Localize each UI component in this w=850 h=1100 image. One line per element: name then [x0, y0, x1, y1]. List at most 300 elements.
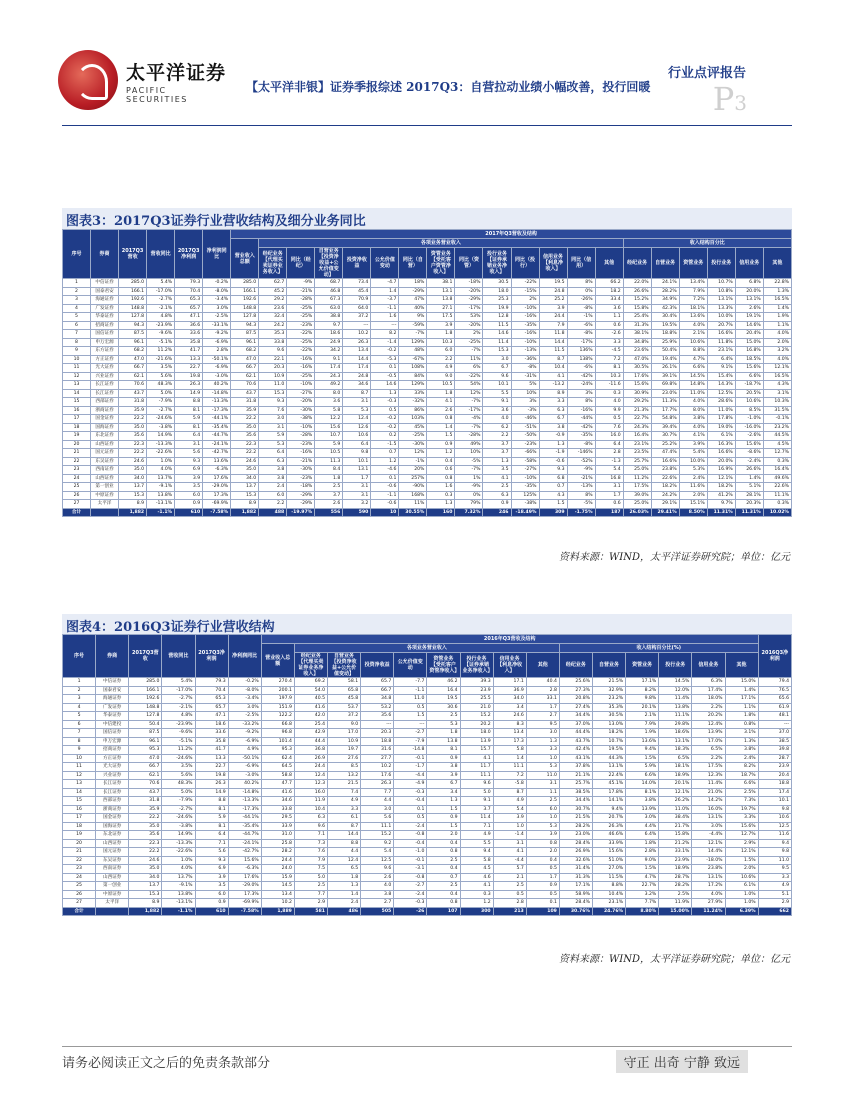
table-cell: 1.6 [427, 483, 455, 492]
table-cell: 4.0 [361, 882, 394, 891]
table-cell: -46% [511, 415, 539, 424]
table-cell: 24.8 [539, 287, 567, 296]
total-cell: 1,882 [129, 907, 162, 916]
table-cell: 20.2% [692, 712, 725, 721]
table-cell: 53.7 [328, 703, 361, 712]
table-cell: 7.7 [361, 788, 394, 797]
table-cell: 20.2 [460, 720, 493, 729]
table-cell: -2.4% [735, 457, 763, 466]
table-cell: 12.7% [763, 449, 791, 458]
table-cell: 17.6% [228, 873, 261, 882]
header-cell: 其他 [763, 248, 791, 279]
table-cell: 中信建投 [96, 720, 129, 729]
table-cell: 18.1% [679, 304, 707, 313]
table-cell: 12.1% [763, 364, 791, 373]
table-row [63, 814, 792, 823]
table-cell: 5 [63, 313, 91, 322]
table-cell: -35% [567, 432, 595, 441]
table-cell: 4.3 [539, 491, 567, 500]
table-cell: 1.4% [763, 304, 791, 313]
table-cell: 10 [63, 355, 91, 364]
table-cell: 10.3 [427, 338, 455, 347]
table-cell: 17.1% [626, 678, 659, 687]
table-cell: 1.7 [526, 873, 559, 882]
table-cell: 9.8 [343, 449, 371, 458]
table-cell: 25.4 [294, 720, 327, 729]
table-cell: 17.4% [692, 686, 725, 695]
table-row [63, 729, 792, 738]
table-cell: 6.1 [328, 814, 361, 823]
table-cell: 9.4% [626, 746, 659, 755]
table-row [63, 822, 792, 831]
table-cell: 0% [567, 287, 595, 296]
table-cell: 26.9 [294, 754, 327, 763]
table-cell: 3.0% [203, 304, 231, 313]
table-cell: 23.1% [707, 347, 735, 356]
table-cell: 32.6% [559, 856, 592, 865]
table-cell: -8% [567, 440, 595, 449]
total-cell: 30.55% [399, 508, 427, 517]
table-cell: 151.9 [261, 703, 294, 712]
table-cell: -58% [511, 457, 539, 466]
table-cell: --- [343, 321, 371, 330]
table-cell: 6.0 [427, 347, 455, 356]
table-cell: 7.2 [493, 771, 526, 780]
table-cell: 27.9% [692, 899, 725, 908]
table-cell: 5.7 [493, 865, 526, 874]
table-cell: 10.0% [707, 313, 735, 322]
table-cell: 4.4 [328, 848, 361, 857]
logo-english-name: PACIFIC SECURITIES [126, 86, 188, 104]
table-cell: 6.4 [175, 432, 203, 441]
table-cell: -1.9 [539, 449, 567, 458]
table-cell: 87.5 [119, 330, 147, 339]
band-header: 收入结构百分比(%) [559, 644, 758, 653]
table-cell: 65.7 [361, 678, 394, 687]
table-cell: -2.1% [162, 703, 195, 712]
table-cell: 长江证券 [96, 788, 129, 797]
table-cell: 8.5% [735, 406, 763, 415]
table-cell: -4.4% [692, 831, 725, 840]
table-cell: -18% [455, 279, 483, 288]
table-row [63, 330, 792, 339]
table-cell: 35.6 [119, 432, 147, 441]
table-cell: -4.9 [394, 780, 427, 789]
table-cell: 4.4% [626, 822, 659, 831]
table-cell: 19 [63, 432, 91, 441]
table-cell: 3.1 [259, 423, 287, 432]
table-cell: 3.0% [228, 703, 261, 712]
table-cell: 17.1% [559, 882, 592, 891]
table-cell: 32.9% [593, 686, 626, 695]
table-cell: 15.9 [261, 873, 294, 882]
table-cell: 14.4 [328, 831, 361, 840]
table-cell: 84% [399, 372, 427, 381]
table-cell: 11.4 [483, 338, 511, 347]
table-cell: 3% [567, 389, 595, 398]
table-cell: 2.4% [679, 474, 707, 483]
table-cell: 40.2% [203, 381, 231, 390]
table-cell: 5.4 [493, 805, 526, 814]
table-cell: 14.4 [539, 338, 567, 347]
table-cell: 68.2 [119, 347, 147, 356]
table-cell: 3.8 [427, 763, 460, 772]
table-cell: 8.1 [195, 822, 228, 831]
table-cell: 1.3% [725, 737, 758, 746]
table-cell: 3 [63, 695, 96, 704]
header-cell: 同比（经纪） [287, 248, 315, 279]
table-cell: 36.8 [294, 746, 327, 755]
table-cell: 20.7% [707, 321, 735, 330]
table-cell: 华泰证券 [91, 313, 119, 322]
table-cell: -9.1% [147, 483, 175, 492]
table-cell: 166.1 [119, 287, 147, 296]
table-row [63, 771, 792, 780]
table-cell: 13.1% [707, 296, 735, 305]
table-cell: 3.3 [526, 746, 559, 755]
table-cell: 11.4 [460, 814, 493, 823]
table-cell: 11.3% [651, 398, 679, 407]
table-cell: 14 [63, 788, 96, 797]
table-cell: 44.5% [763, 432, 791, 441]
table-cell: -51% [511, 423, 539, 432]
table-cell: 3.1 [493, 839, 526, 848]
table-cell: 21.0% [692, 788, 725, 797]
table-cell: 1.1% [763, 321, 791, 330]
table-cell: -6.9% [203, 364, 231, 373]
table-cell: -29% [399, 287, 427, 296]
table-cell: -9.6% [162, 729, 195, 738]
table-cell: 23.9 [460, 686, 493, 695]
table-cell: 21 [63, 449, 91, 458]
table-cell: 13.1% [659, 737, 692, 746]
table-cell: 86% [399, 406, 427, 415]
table-cell: 20 [63, 839, 96, 848]
table-cell: 13.8% [147, 491, 175, 500]
table-cell: 中原证券 [91, 491, 119, 500]
table-cell: 20.5% [735, 389, 763, 398]
table-cell: 海通证券 [91, 296, 119, 305]
header-cell: 同比（信用） [567, 248, 595, 279]
table-cell: 18.0 [460, 729, 493, 738]
table-cell: -2.6% [735, 432, 763, 441]
table-row [63, 831, 792, 840]
table-cell: 0.4 [427, 890, 460, 899]
table-cell: 13.1% [735, 296, 763, 305]
table-cell: 1% [455, 474, 483, 483]
table-cell: 3.1% [725, 729, 758, 738]
table-cell: 24.3% [623, 423, 651, 432]
table-cell: 国元证券 [96, 848, 129, 857]
table-cell: 25.0% [623, 500, 651, 509]
table-cell: 浙商证券 [91, 406, 119, 415]
table-cell: -13.3% [228, 797, 261, 806]
table-cell: 太平洋 [96, 899, 129, 908]
table-cell: 6.5% [659, 754, 692, 763]
table-cell: 34.9% [651, 296, 679, 305]
table-cell: -6.3% [203, 466, 231, 475]
table-cell: 13.8% [162, 890, 195, 899]
table-cell: -14.8% [203, 389, 231, 398]
table-cell: 12.4 [328, 856, 361, 865]
table-cell: 25.9% [651, 338, 679, 347]
table-cell: 94.3 [231, 321, 259, 330]
table-cell: 3.0% [692, 822, 725, 831]
table-cell: 58.1 [328, 678, 361, 687]
table-cell: 2.9% [725, 839, 758, 848]
table-cell: 62.1 [129, 771, 162, 780]
table-cell: 66.8 [261, 720, 294, 729]
table-cell: 4.1% [679, 432, 707, 441]
table-cell: -16.0% [735, 423, 763, 432]
table-cell: -2.7% [162, 695, 195, 704]
band-header: 收入结构百分比 [623, 239, 791, 248]
table-cell: 38.8 [315, 313, 343, 322]
table-cell: 45.1% [593, 780, 626, 789]
table-cell: 26.6% [623, 287, 651, 296]
table-cell: -13.1% [147, 500, 175, 509]
table-cell: -1% [567, 313, 595, 322]
table-cell: -30% [287, 406, 315, 415]
table-cell: 25.0% [623, 466, 651, 475]
table-cell: -18.7% [735, 381, 763, 390]
header-cell: 营业收入总额 [231, 239, 259, 279]
total-cell: 1,889 [261, 907, 294, 916]
table-cell: 23.0% [651, 389, 679, 398]
table-cell: -17.3% [228, 805, 261, 814]
total-cell: 109 [526, 907, 559, 916]
table-cell: 41.6 [294, 703, 327, 712]
table-cell: 0.8 [427, 474, 455, 483]
table-cell: 0.5 [493, 890, 526, 899]
table-cell: 35.6 [231, 432, 259, 441]
table-cell: 15.3 [231, 491, 259, 500]
table-cell: 27.6 [328, 754, 361, 763]
table-cell: 34.8 [361, 695, 394, 704]
total-cell: 26.03% [623, 508, 651, 517]
table-cell: 95.3 [261, 746, 294, 755]
table-cell: 12.5 [361, 856, 394, 865]
table-cell: 9.3 [259, 398, 287, 407]
table-cell: 25 [63, 483, 91, 492]
table-cell: 16.8 [595, 474, 623, 483]
table-cell: -2.4 [394, 890, 427, 899]
table-cell: 5.3 [427, 720, 460, 729]
table-cell: 1.4 [371, 287, 399, 296]
table-cell: 8.9 [539, 389, 567, 398]
table-cell: 1.1% [725, 703, 758, 712]
table-cell: 27 [63, 899, 96, 908]
table-cell: 16 [63, 805, 96, 814]
table-cell: 1.3 [526, 737, 559, 746]
table-cell: 11.5 [539, 347, 567, 356]
table-cell: 3.9 [539, 304, 567, 313]
table-cell: -21.6% [147, 355, 175, 364]
table-cell: 0.3 [427, 491, 455, 500]
table-cell: 45.8 [328, 695, 361, 704]
table-cell: 3.3 [539, 398, 567, 407]
table-cell: 30.7% [559, 805, 592, 814]
table-cell: 17.6% [203, 474, 231, 483]
table-cell: 0.5 [371, 406, 399, 415]
table-cell: 16.0% [692, 805, 725, 814]
table-cell: 4.5 [460, 865, 493, 874]
table-cell: 35.0 [231, 466, 259, 475]
table-cell: 22.6% [763, 483, 791, 492]
table-cell: 广发证券 [91, 304, 119, 313]
table-cell: 1.1 [595, 313, 623, 322]
table-cell: 3.8% [626, 797, 659, 806]
table-cell: 23.2% [763, 423, 791, 432]
table-cell: 2 [63, 686, 96, 695]
table-cell: 12.4 [343, 415, 371, 424]
table-cell: 23.9% [659, 856, 692, 865]
table-cell: 中信证券 [91, 279, 119, 288]
table-cell: 8.7 [328, 822, 361, 831]
table-cell: 4 [63, 304, 91, 313]
table-cell: -3.4% [228, 695, 261, 704]
table-cell: 1.2 [371, 457, 399, 466]
total-cell: 662 [758, 907, 791, 916]
table-cell: 34.0 [231, 474, 259, 483]
table-cell: -0.2 [371, 423, 399, 432]
table-cell: -0.2% [203, 279, 231, 288]
table-cell: 15.8% [659, 831, 692, 840]
table-cell: 6.7 [483, 364, 511, 373]
table-cell: 浙商证券 [96, 805, 129, 814]
table-row [63, 449, 792, 458]
table-cell: 38.5 [758, 737, 791, 746]
table-cell: 20.1% [659, 780, 692, 789]
table-cell: 13.0% [593, 720, 626, 729]
table-cell: -25% [287, 338, 315, 347]
table-cell: 0.1 [371, 364, 399, 373]
table-cell: 国海证券 [91, 423, 119, 432]
table-cell: 39.3 [460, 678, 493, 687]
total-cell: 610 [195, 907, 228, 916]
table-cell: 6.2 [483, 423, 511, 432]
table-cell: 1.2 [460, 899, 493, 908]
footer-motto: 守正 出奇 宁静 致远 [616, 1050, 748, 1073]
table-cell: 3.0 [361, 805, 394, 814]
table-cell: -6.9% [228, 763, 261, 772]
table-cell: 10.4% [593, 890, 626, 899]
table-cell: -0.4 [394, 839, 427, 848]
table-cell: 5.6 [361, 814, 394, 823]
table-cell: 30.5 [483, 279, 511, 288]
table-cell: 68.7 [315, 279, 343, 288]
table-cell: -17% [567, 338, 595, 347]
table-cell: --- [371, 321, 399, 330]
table-cell: 33.9% [593, 839, 626, 848]
table-cell: 21 [63, 848, 96, 857]
table-cell: 24.6 [129, 856, 162, 865]
table-cell: 招商证券 [91, 321, 119, 330]
table-cell: 0.1 [394, 805, 427, 814]
table-cell: 8.1% [626, 788, 659, 797]
table-cell: 18.0 [483, 287, 511, 296]
table-cell: 18.9% [659, 771, 692, 780]
header-cell: 自营业务 [593, 653, 626, 678]
figure3-title: 图表3：2017Q3证券行业营收结构及细分业务同比 [62, 208, 792, 232]
table-cell: 17.5 [427, 313, 455, 322]
table-cell: 61.9 [758, 703, 791, 712]
table-cell: 21.5% [559, 814, 592, 823]
table-cell: -13.3% [203, 398, 231, 407]
header-cell: 营收同比 [147, 230, 175, 279]
table-cell: 25.5 [460, 695, 493, 704]
table-cell: 26.1% [651, 364, 679, 373]
table-cell: 41.7 [195, 746, 228, 755]
table-cell: 94.3 [119, 321, 147, 330]
table-cell: -24.6% [147, 415, 175, 424]
table-cell: 62.7 [259, 279, 287, 288]
table-cell: 17.0% [692, 737, 725, 746]
table-cell: 13.6% [679, 313, 707, 322]
table-cell: 8.9 [119, 500, 147, 509]
table-cell: 1.5% [725, 856, 758, 865]
table-cell: 23.6 [259, 304, 287, 313]
table-cell: 8.8 [328, 839, 361, 848]
table-cell: 10.2 [361, 763, 394, 772]
table-cell: 西部证券 [96, 797, 129, 806]
table-cell: 长江证券 [91, 389, 119, 398]
table-cell: -35% [511, 483, 539, 492]
table-cell: 22.8% [763, 279, 791, 288]
total-cell: 8.50% [679, 508, 707, 517]
table-cell: -28% [287, 432, 315, 441]
table-row [63, 321, 792, 330]
total-cell: 11.31% [707, 508, 735, 517]
table-cell: 山西证券 [91, 440, 119, 449]
table-cell: 31.6 [361, 746, 394, 755]
table-cell: 13.6% [203, 457, 231, 466]
table-cell: 17.2% [692, 882, 725, 891]
table-cell: 192.6 [129, 695, 162, 704]
table-cell: 8.1 [175, 406, 203, 415]
table-cell: 7.9 [539, 321, 567, 330]
table-cell: 45.4 [343, 287, 371, 296]
table-cell: 3.2 [343, 500, 371, 509]
table-cell: -4.4 [493, 856, 526, 865]
table-cell: 20.3 [259, 364, 287, 373]
table-cell: 14.2% [692, 797, 725, 806]
table-cell: 2.6 [427, 406, 455, 415]
table-row [63, 347, 792, 356]
table-cell: 东吴证券 [96, 856, 129, 865]
table-cell: 26.3 [195, 780, 228, 789]
table-cell: -5.1% [162, 737, 195, 746]
table-cell: 1.5 [427, 432, 455, 441]
table-cell: 12.3 [294, 780, 327, 789]
figure4-title: 图表4：2016Q3证券行业营收结构 [62, 614, 792, 638]
table-row [63, 788, 792, 797]
table-cell: 8.8 [175, 398, 203, 407]
table-cell: 38.4% [659, 814, 692, 823]
table-cell: -2.4 [394, 822, 427, 831]
table-cell: -29.0% [203, 483, 231, 492]
table-cell: 16.4% [623, 432, 651, 441]
table-cell: 4.1 [483, 474, 511, 483]
table-cell: 2.5 [427, 712, 460, 721]
table-cell: 50.4% [651, 347, 679, 356]
table-cell: 11.7 [460, 763, 493, 772]
table-cell: -0.3 [394, 899, 427, 908]
table-row [63, 296, 792, 305]
table-cell: 7.1 [195, 839, 228, 848]
table-cell: 39.1% [651, 372, 679, 381]
table-cell: 13.6% [626, 737, 659, 746]
